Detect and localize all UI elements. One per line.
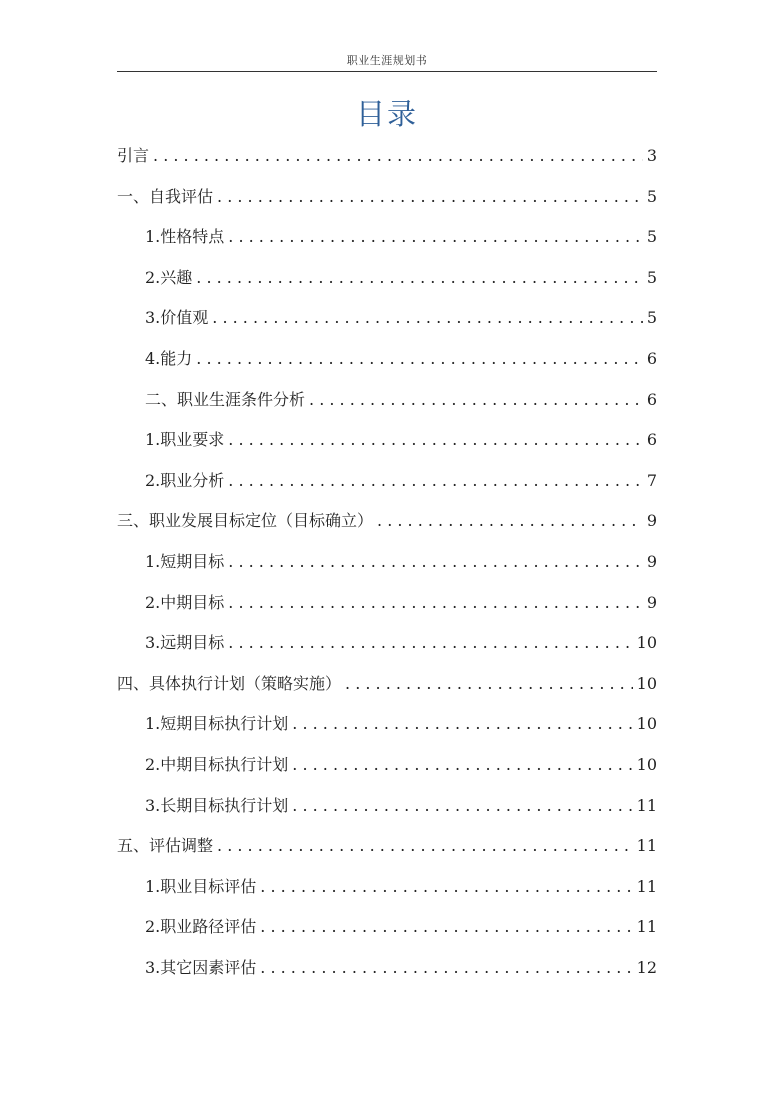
toc-entry-label: 3.价值观 (145, 308, 209, 328)
toc-entry-label: 2.职业路径评估 (145, 917, 257, 937)
toc-dot-leader (217, 832, 633, 860)
toc-dot-leader (196, 345, 643, 373)
toc-dot-leader (260, 913, 632, 941)
toc-entry-label: 四、具体执行计划（策略实施） (117, 673, 342, 693)
toc-entry-label: 4.能力 (145, 348, 193, 368)
toc-entry[interactable] (117, 304, 657, 345)
toc-dot-leader (228, 467, 643, 495)
toc-entry-label: 2.职业分析 (145, 470, 225, 490)
toc-entry[interactable] (117, 426, 657, 467)
toc-dot-leader (260, 873, 632, 901)
toc-entry[interactable] (117, 873, 657, 914)
toc-entry-page-number: 11 (636, 836, 657, 856)
toc-list (117, 142, 657, 994)
toc-entry[interactable] (117, 548, 657, 589)
toc-entry[interactable] (117, 670, 657, 711)
toc-entry-page-number: 5 (646, 186, 657, 206)
toc-dot-leader (292, 792, 632, 820)
toc-entry-label: 1.职业目标评估 (145, 876, 257, 896)
running-header: 职业生涯规划书 (346, 54, 428, 67)
toc-entry-label: 2.中期目标 (145, 592, 225, 612)
toc-dot-leader (228, 548, 643, 576)
toc-entry[interactable] (117, 223, 657, 264)
toc-entry-page-number: 11 (636, 876, 657, 896)
toc-entry-label: 一、自我评估 (117, 186, 214, 206)
toc-dot-leader (228, 589, 643, 617)
toc-entry-page-number: 6 (646, 348, 657, 368)
toc-dot-leader (292, 710, 632, 738)
toc-dot-leader (228, 223, 643, 251)
toc-entry-page-number: 5 (646, 227, 657, 247)
toc-entry-page-number: 6 (646, 389, 657, 409)
toc-entry[interactable] (117, 386, 657, 427)
toc-entry-page-number: 9 (646, 551, 657, 571)
toc-dot-leader (217, 183, 643, 211)
toc-entry-page-number: 9 (646, 511, 657, 531)
toc-entry-label: 引言 (117, 146, 150, 165)
toc-dot-leader (260, 954, 632, 982)
toc-dot-leader (228, 629, 632, 657)
toc-dot-leader (212, 304, 643, 332)
toc-entry-page-number: 10 (636, 633, 657, 653)
toc-entry[interactable] (117, 345, 657, 386)
toc-dot-leader (292, 751, 632, 779)
toc-dot-leader (377, 507, 643, 535)
toc-entry[interactable] (117, 832, 657, 873)
toc-entry-page-number: 12 (636, 957, 657, 977)
toc-entry[interactable] (117, 954, 657, 995)
toc-entry-label: 1.性格特点 (145, 227, 225, 247)
toc-entry-label: 1.短期目标 (145, 551, 225, 571)
toc-dot-leader (309, 386, 643, 414)
toc-entry-label: 3.远期目标 (145, 633, 225, 653)
toc-dot-leader (228, 426, 643, 454)
header-divider (117, 71, 657, 72)
toc-entry[interactable] (117, 792, 657, 833)
toc-entry-label: 二、职业生涯条件分析 (145, 389, 306, 409)
toc-entry[interactable] (117, 142, 657, 183)
toc-entry[interactable] (117, 710, 657, 751)
toc-entry[interactable] (117, 629, 657, 670)
toc-entry-page-number: 10 (636, 673, 657, 693)
toc-entry-page-number: 10 (636, 754, 657, 774)
toc-entry-label: 三、职业发展目标定位（目标确立） (117, 511, 374, 531)
toc-entry-label: 五、评估调整 (117, 836, 214, 856)
toc-entry-page-number: 11 (636, 795, 657, 815)
toc-entry-label: 3.长期目标执行计划 (145, 795, 289, 815)
toc-entry-page-number: 9 (646, 592, 657, 612)
toc-entry[interactable] (117, 913, 657, 954)
toc-entry[interactable] (117, 264, 657, 305)
toc-dot-leader (153, 142, 643, 170)
toc-entry[interactable] (117, 751, 657, 792)
toc-dot-leader (196, 264, 643, 292)
toc-title: 目录 (355, 97, 418, 131)
toc-entry-label: 1.职业要求 (145, 430, 225, 450)
toc-entry-label: 2.兴趣 (145, 267, 193, 287)
toc-entry[interactable] (117, 183, 657, 224)
toc-dot-leader (345, 670, 633, 698)
toc-entry-page-number: 6 (646, 430, 657, 450)
toc-entry-label: 1.短期目标执行计划 (145, 714, 289, 734)
toc-entry-page-number: 10 (636, 714, 657, 734)
toc-entry-page-number: 5 (646, 267, 657, 287)
toc-entry-page-number: 7 (646, 470, 657, 490)
toc-entry-page-number: 11 (636, 917, 657, 937)
toc-entry-label: 3.其它因素评估 (145, 957, 257, 977)
toc-entry[interactable] (117, 507, 657, 548)
toc-entry-page-number: 3 (646, 146, 657, 165)
toc-entry[interactable] (117, 589, 657, 630)
toc-entry[interactable] (117, 467, 657, 508)
toc-entry-page-number: 5 (646, 308, 657, 328)
toc-entry-label: 2.中期目标执行计划 (145, 754, 289, 774)
